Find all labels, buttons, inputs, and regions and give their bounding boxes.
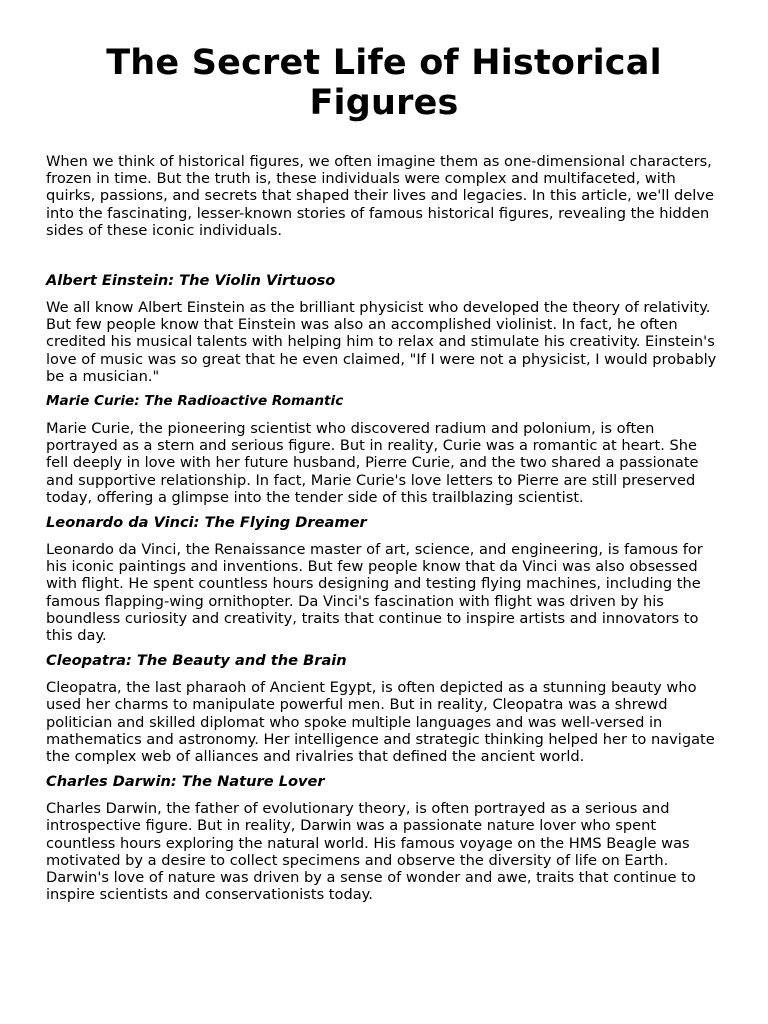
section-heading: Cleopatra: The Beauty and the Brain <box>46 652 347 670</box>
section-heading: Marie Curie: The Radioactive Romantic <box>46 393 344 410</box>
section-body: Charles Darwin, the father of evolutionary theory, is often portrayed as a serious and introspective figure. But in reality, Darwin was a passionate nature lover who spent countless hours exploring the natural world. His famous voyage on the HMS Beagle was motivated by a desire to collect specimens and observe the diversity of life on Earth. Darwin's love of nature was driven by a sense of wonder and awe, traits that continue to inspire scientists and conservationists today. <box>46 800 696 904</box>
section-body: We all know Albert Einstein as the brilliant physicist who developed the theory of relativity. But few people know that Einstein was also an accomplished violinist. In fact, he often credited his musical talents with helping him to relax and stimulate his creativity. Einstein's love of music was so great that he even claimed, "If I were not a physicist, I would probably be a musician." <box>46 299 717 385</box>
section-da-vinci <box>46 514 722 644</box>
section-heading: Leonardo da Vinci: The Flying Dreamer <box>46 514 367 532</box>
section-body: Marie Curie, the pioneering scientist who discovered radium and polonium, is often portrayed as a stern and serious figure. But in reality, Curie was a romantic at heart. She fell deeply in love with her future husband, Pierre Curie, and the two shared a passionate and supportive relationship. In fact, Marie Curie's love letters to Pierre are still preserved today, offering a glimpse into the tender side of this trailblazing scientist. <box>46 420 699 506</box>
section-einstein <box>46 272 722 385</box>
section-body: Leonardo da Vinci, the Renaissance master of art, science, and engineering, is famous for his iconic paintings and inventions. But few people know that da Vinci was also obsessed with flight. He spent countless hours designing and testing flying machines, including the famous flapping-wing ornithopter. Da Vinci's fascination with flight was driven by his boundless curiosity and creativity, traits that continue to inspire artists and innovators to this day. <box>46 541 703 645</box>
page-title: The Secret Life of Historical Figures <box>106 43 662 123</box>
section-heading: Charles Darwin: The Nature Lover <box>46 773 325 791</box>
section-body: Cleopatra, the last pharaoh of Ancient Egypt, is often depicted as a stunning beauty who used her charms to manipulate powerful men. But in reality, Cleopatra was a shrewd politician and skilled diplomat who spoke multiple languages and was well-versed in mathematics and astronomy. Her intelligence and strategic thinking helped her to navigate the complex web of alliances and rivalries that defined the ancient world. <box>46 679 715 766</box>
section-cleopatra <box>46 652 722 765</box>
section-heading: Albert Einstein: The Violin Virtuoso <box>46 272 336 290</box>
section-darwin <box>46 773 722 903</box>
intro-paragraph: When we think of historical figures, we often imagine them as one-dimensional characters, frozen in time. But the truth is, these individuals were complex and multifaceted, with quirks, passions, and secrets that shaped their lives and legacies. In this article, we'll delve into the fascinating, lesser-known stories of famous historical figures, revealing the hidden sides of these iconic individuals. <box>46 153 714 239</box>
section-curie <box>46 393 722 506</box>
